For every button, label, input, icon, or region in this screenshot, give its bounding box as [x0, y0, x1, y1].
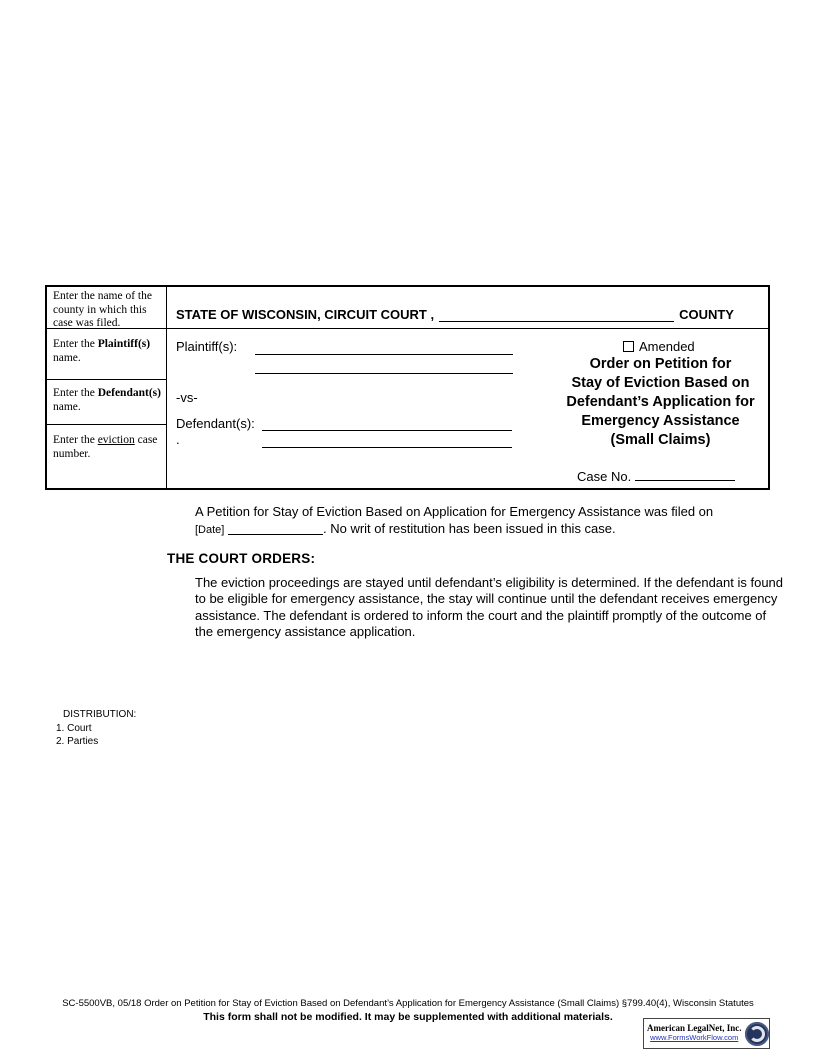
defendant-label: Defendant(s):: [176, 416, 255, 431]
date-line[interactable]: [228, 521, 323, 535]
instruction-defendant-pre: Enter the: [53, 387, 98, 399]
petition-line-2-text: . No writ of restitution has been issued in this case.: [322, 521, 616, 536]
form-title-line-5: (Small Claims): [610, 432, 711, 448]
distribution-label: DISTRIBUTION:: [63, 709, 137, 720]
form-title-line-3: Defendant’s Application for: [566, 394, 755, 410]
instruction-plaintiff: [47, 329, 166, 380]
case-caption-table: [45, 285, 770, 490]
instruction-column: [47, 329, 167, 488]
defendant-name-line-2[interactable]: [262, 434, 512, 448]
state-court-label: STATE OF WISCONSIN, CIRCUIT COURT ,: [176, 307, 435, 322]
distribution-item-court: 1. Court: [56, 722, 92, 734]
instruction-plaintiff-post: name.: [53, 351, 81, 364]
instruction-county-text: Enter the name of the county in which this case was filed.: [53, 290, 152, 330]
petition-line-2: [195, 520, 787, 539]
defendant-name-line-1[interactable]: [262, 417, 512, 431]
case-no-line[interactable]: [635, 467, 735, 481]
form-title-line-4: Emergency Assistance: [581, 413, 740, 429]
court-header: [167, 287, 768, 328]
instruction-defendant-bold: Defendant(s): [97, 387, 161, 399]
legalnet-logo: [643, 1018, 770, 1049]
legalnet-logo-text: [647, 1024, 741, 1042]
petition-paragraph: [195, 503, 787, 539]
instruction-defendant-post: name.: [53, 400, 81, 413]
formsworkflow-link[interactable]: www.FormsWorkFlow.com: [650, 1033, 739, 1043]
logo-swirl: [749, 1026, 765, 1042]
instruction-case-number-pre: Enter the: [53, 434, 98, 446]
instruction-case-number-underlined: eviction: [97, 434, 135, 446]
amended-field: [623, 339, 695, 354]
date-label: [Date]: [195, 524, 225, 536]
form-id-line: SC-5500VB, 05/18 Order on Petition for Stay of Eviction Based on Defendant’s Application for Emergency Assistance (Small Claims) §799.40(4), Wisconsin Statutes: [62, 998, 754, 1009]
form-notice-line: This form shall not be modified. It may be supplemented with additional materials.: [203, 1011, 613, 1023]
instruction-plaintiff-pre: Enter the: [53, 338, 98, 350]
defendant-dot: .: [176, 432, 180, 447]
legalnet-logo-icon: [745, 1022, 769, 1046]
petition-line-1: A Petition for Stay of Eviction Based on Application for Emergency Assistance was filed on: [195, 504, 714, 519]
plaintiff-name-line-2[interactable]: [255, 360, 513, 374]
instruction-county: [47, 287, 167, 328]
county-label: COUNTY: [679, 307, 734, 322]
caption-body: [167, 329, 768, 488]
instruction-case-number-post: case number.: [53, 434, 158, 460]
instruction-plaintiff-bold: Plaintiff(s): [97, 338, 151, 350]
court-orders-heading: THE COURT ORDERS:: [167, 551, 316, 566]
form-title-line-1: Order on Petition for: [589, 356, 732, 372]
form-title-line-2: Stay of Eviction Based on: [571, 375, 750, 391]
order-paragraph: The eviction proceedings are stayed until defendant’s eligibility is determined. If the defendant is found to be eligible for emergency assistance, the stay will continue until the defendant receives emergency assistance. The defendant is ordered to inform the court and the plaintiff promptly of the outcome of the emergency assistance application.: [195, 575, 784, 639]
amended-label: Amended: [639, 339, 695, 354]
caption-main-row: [47, 329, 768, 488]
instruction-case-number: [47, 425, 166, 488]
instruction-defendant: [47, 380, 166, 425]
case-no-field: [577, 467, 735, 484]
plaintiff-label: Plaintiff(s):: [176, 339, 238, 354]
form-title: [542, 355, 779, 450]
amended-checkbox[interactable]: [623, 341, 634, 352]
distribution-item-parties: 2. Parties: [56, 736, 99, 747]
caption-header-row: [47, 287, 768, 329]
legalnet-company-name: American LegalNet, Inc.: [647, 1023, 742, 1034]
vs-label: -vs-: [176, 390, 198, 405]
plaintiff-name-line-1[interactable]: [255, 341, 513, 355]
county-name-line[interactable]: [439, 308, 674, 322]
distribution-block: [56, 708, 136, 749]
case-no-label: Case No.: [577, 469, 632, 484]
